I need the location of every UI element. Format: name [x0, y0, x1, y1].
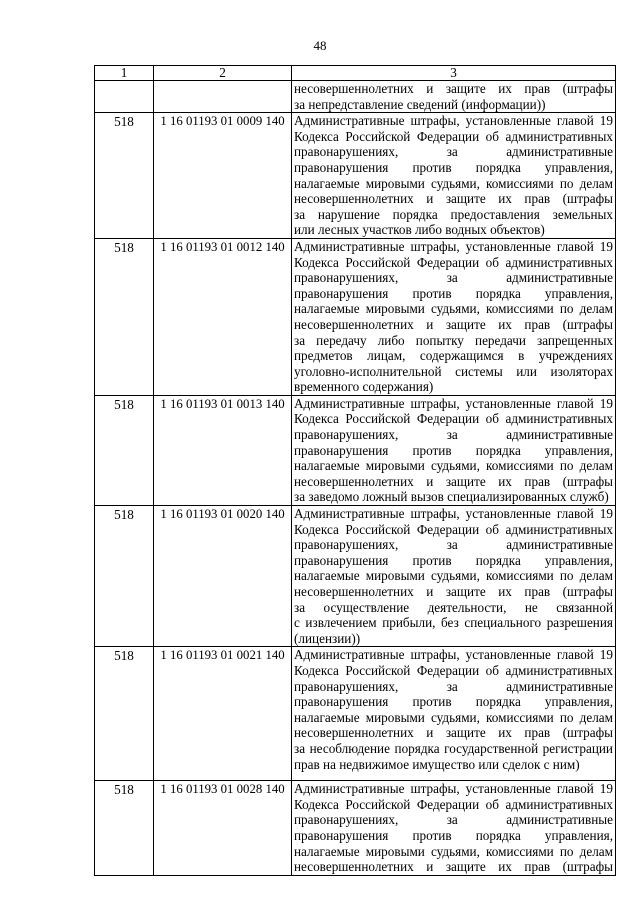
admin-code-cell: 518 — [95, 647, 154, 781]
admin-code-cell: 518 — [95, 113, 154, 239]
admin-code-cell: 518 — [95, 506, 154, 647]
description-cell — [292, 506, 616, 647]
description-line: Административные штрафы, установленные главой 19 — [294, 395, 613, 411]
description-cell — [292, 113, 616, 239]
description-line: Кодекса Российской Федерации об административных — [294, 796, 613, 812]
description-line: Кодекса Российской Федерации об административных — [294, 662, 613, 678]
continuation-description — [292, 81, 616, 113]
description-line: правонарушения против порядка управления, — [294, 442, 613, 458]
kbk-code-cell: 1 16 01193 01 0012 140 — [154, 238, 292, 395]
table-row — [95, 647, 616, 781]
description-line: Административные штрафы, установленные главой 19 — [294, 506, 613, 522]
description-line: правонарушениях, за административные — [294, 678, 613, 694]
kbk-code-cell: 1 16 01193 01 0028 140 — [154, 781, 292, 876]
kbk-code-cell: 1 16 01193 01 0013 140 — [154, 395, 292, 505]
table-row — [95, 781, 616, 876]
description-line: несовершеннолетних и защите их прав (штрафы — [294, 859, 613, 875]
header-col-1: 1 — [95, 66, 154, 81]
header-row — [95, 66, 616, 81]
description-cell — [292, 647, 616, 781]
description-line: временного содержания) — [294, 379, 434, 395]
description-line: правонарушения против порядка управления, — [294, 159, 613, 175]
description-line: (лицензии)) — [294, 630, 361, 646]
description-line: Кодекса Российской Федерации об административных — [294, 411, 613, 427]
description-line: за осуществление деятельности, не связанной — [294, 599, 613, 615]
description-cell — [292, 395, 616, 505]
table-row — [95, 238, 616, 395]
table-row — [95, 113, 616, 239]
table-row — [95, 395, 616, 505]
description-line: правонарушения против порядка управления, — [294, 827, 613, 843]
description-line: за непредставление сведений (информации)) — [294, 96, 546, 112]
description-line: правонарушения против порядка управления, — [294, 285, 613, 301]
header-col-3: 3 — [292, 66, 616, 81]
description-line: налагаемые мировыми судьями, комиссиями по делам — [294, 568, 613, 584]
table-row — [95, 506, 616, 647]
description-line: предметов лицам, содержащимся в учреждениях — [294, 348, 613, 364]
description-line: Кодекса Российской Федерации об административных — [294, 128, 613, 144]
budget-codes-table — [94, 65, 616, 876]
description-line: за несоблюдение порядка государственной регистрации — [294, 740, 613, 756]
description-line: налагаемые мировыми судьями, комиссиями по делам — [294, 843, 613, 859]
kbk-code-cell: 1 16 01193 01 0020 140 — [154, 506, 292, 647]
cell-spacer — [294, 772, 613, 780]
description-line: за передачу либо попытку передачи запрещенных — [294, 332, 613, 348]
page-number: 48 — [313, 38, 327, 53]
description-line: Кодекса Российской Федерации об административных — [294, 254, 613, 270]
description-cell — [292, 781, 616, 876]
description-line: налагаемые мировыми судьями, комиссиями по делам — [294, 301, 613, 317]
description-line: правонарушениях, за административные — [294, 427, 613, 443]
description-line: за нарушение порядка предоставления земельных — [294, 206, 613, 222]
admin-code-cell: 518 — [95, 238, 154, 395]
description-line: правонарушениях, за административные — [294, 144, 613, 160]
description-line: Административные штрафы, установленные главой 19 — [294, 238, 613, 254]
continuation-row — [95, 81, 616, 113]
admin-code-cell: 518 — [95, 781, 154, 876]
description-line: Административные штрафы, установленные главой 19 — [294, 781, 613, 797]
description-line: несовершеннолетних и защите их прав (штрафы — [294, 316, 613, 332]
description-line: правонарушения против порядка управления, — [294, 552, 613, 568]
description-line: правонарушения против порядка управления, — [294, 694, 613, 710]
description-line: или лесных участков либо водных объектов) — [294, 222, 545, 238]
description-line: правонарушениях, за административные — [294, 537, 613, 553]
kbk-code-cell: 1 16 01193 01 0021 140 — [154, 647, 292, 781]
description-line: несовершеннолетних и защите их прав (штрафы — [294, 725, 613, 741]
kbk-code-cell: 1 16 01193 01 0009 140 — [154, 113, 292, 239]
description-line: налагаемые мировыми судьями, комиссиями по делам — [294, 709, 613, 725]
description-cell — [292, 238, 616, 395]
description-line: несовершеннолетних и защите их прав (штрафы — [294, 584, 613, 599]
description-line: правонарушениях, за административные — [294, 812, 613, 828]
description-line: налагаемые мировыми судьями, комиссиями по делам — [294, 458, 613, 474]
description-line: Административные штрафы, установленные главой 19 — [294, 113, 613, 129]
description-line: с извлечением прибыли, без специального разрешения — [294, 615, 613, 631]
description-line: несовершеннолетних и защите их прав (штрафы — [294, 191, 613, 207]
description-line: Административные штрафы, установленные главой 19 — [294, 647, 613, 663]
description-line: за заведомо ложный вызов специализированных служб) — [294, 489, 609, 505]
description-line: несовершеннолетних и защите их прав (штрафы — [294, 473, 613, 489]
description-line: правонарушениях, за административные — [294, 270, 613, 286]
admin-code-cell: 518 — [95, 395, 154, 505]
description-line: несовершеннолетних и защите их прав (штрафы — [294, 81, 613, 96]
header-col-2: 2 — [154, 66, 292, 81]
continuation-cell-1 — [95, 81, 154, 113]
description-line: налагаемые мировыми судьями, комиссиями по делам — [294, 175, 613, 191]
description-line: Кодекса Российской Федерации об административных — [294, 521, 613, 537]
description-line: уголовно-исполнительной системы или изоляторах — [294, 363, 613, 379]
description-line: прав на недвижимое имущество или сделок с ним) — [294, 756, 580, 772]
continuation-cell-2 — [154, 81, 292, 113]
